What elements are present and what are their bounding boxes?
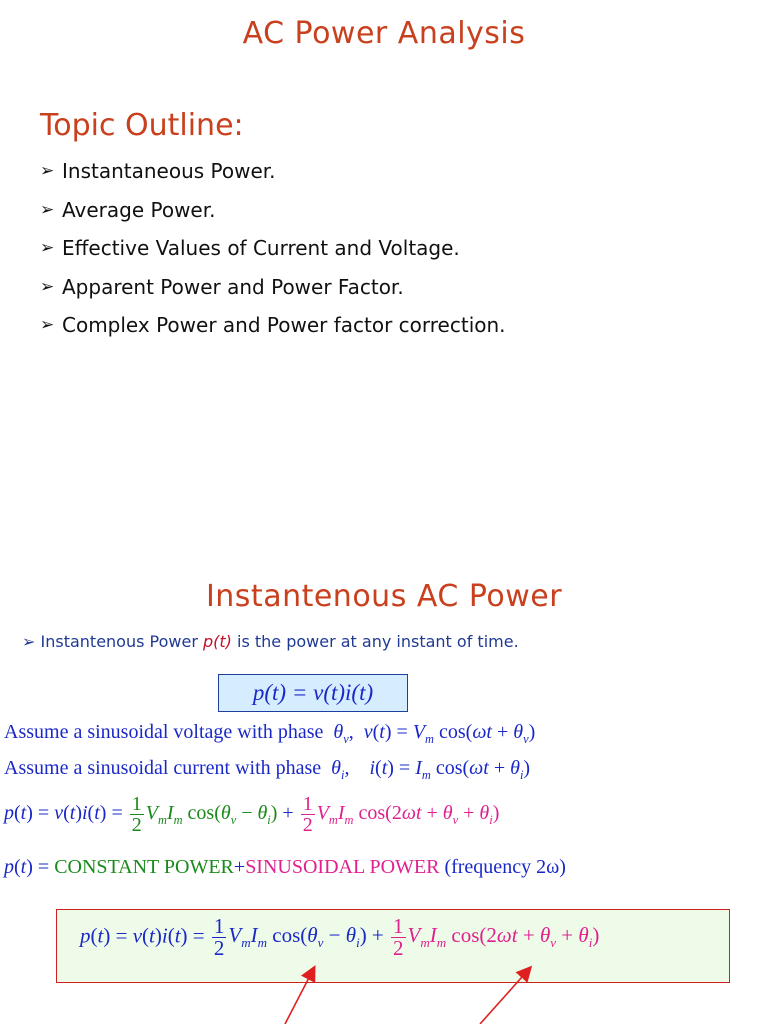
list-item: ➢ Average Power. <box>40 197 216 222</box>
sinusoidal-power-label: SINUSOIDAL POWER <box>245 856 440 878</box>
boxed-power-formula: p(t) = v(t)i(t) = $\frac{1}{2}$ $V_mI_m$ $\cos(\theta_v - \theta_i)$ + $\frac{1}{2}$ $V_mI_m$ $\cos(2\omega t + \theta_v + \theta_i)$ <box>80 914 600 960</box>
arrow-bullet-icon: ➢ <box>40 276 55 297</box>
intro-line: ➢ Instantenous Power p(t) is the power at any instant of time. <box>22 632 519 651</box>
definition-equation: p(t) = v(t)i(t) <box>218 674 408 712</box>
topic-list <box>40 152 506 345</box>
list-item: ➢ Effective Values of Current and Voltage. <box>40 236 460 261</box>
arrow-bullet-icon: ➢ <box>22 632 36 651</box>
outline-heading: Topic Outline: <box>40 108 244 143</box>
power-symbol: p(t) <box>202 632 232 651</box>
list-item: ➢ Apparent Power and Power Factor. <box>40 274 404 299</box>
voltage-formula: $\theta_v$, $v(t) = V_m$ $\cos(\omega t + \theta_v)$ <box>333 721 536 746</box>
power-components: p(t) = CONSTANT POWER+SINUSOIDAL POWER (frequency 2ω) <box>4 856 566 878</box>
arrow-bullet-icon: ➢ <box>40 238 55 259</box>
section-title: Instantenous AC Power <box>205 579 563 614</box>
pointer-arrows <box>0 960 768 1024</box>
arrow-to-constant-term <box>285 968 314 1024</box>
voltage-assumption: Assume a sinusoidal voltage with phase $\theta_v$, $v(t) = V_m$ $\cos(\omega t + \theta_v)$ <box>4 721 536 746</box>
current-formula: $\theta_i$, $i(t) = I_m$ $\cos(\omega t + \theta_i)$ <box>331 757 531 782</box>
list-item: ➢ Instantaneous Power. <box>40 159 276 184</box>
current-assumption: Assume a sinusoidal current with phase $\theta_i$, $i(t) = I_m$ $\cos(\omega t + \theta_i)$ <box>4 757 531 782</box>
arrow-bullet-icon: ➢ <box>40 199 55 220</box>
arrow-to-sinusoidal-term <box>480 968 530 1024</box>
arrow-bullet-icon: ➢ <box>40 161 55 182</box>
frequency-note: (frequency 2ω) <box>444 856 566 878</box>
list-item: ➢ Complex Power and Power factor correction. <box>40 313 506 338</box>
arrow-bullet-icon: ➢ <box>40 315 55 336</box>
expanded-power-formula: p(t) = v(t)i(t) = $\frac{1}{2}$ $V_mI_m$ $\cos(\theta_v - \theta_i)$ + $\frac{1}{2}$ $V_mI_m$ $\cos(2\omega t + \theta_v + \theta_i)$ <box>4 793 500 836</box>
constant-power-label: CONSTANT POWER <box>54 856 234 878</box>
slide-title: AC Power Analysis <box>242 16 526 51</box>
